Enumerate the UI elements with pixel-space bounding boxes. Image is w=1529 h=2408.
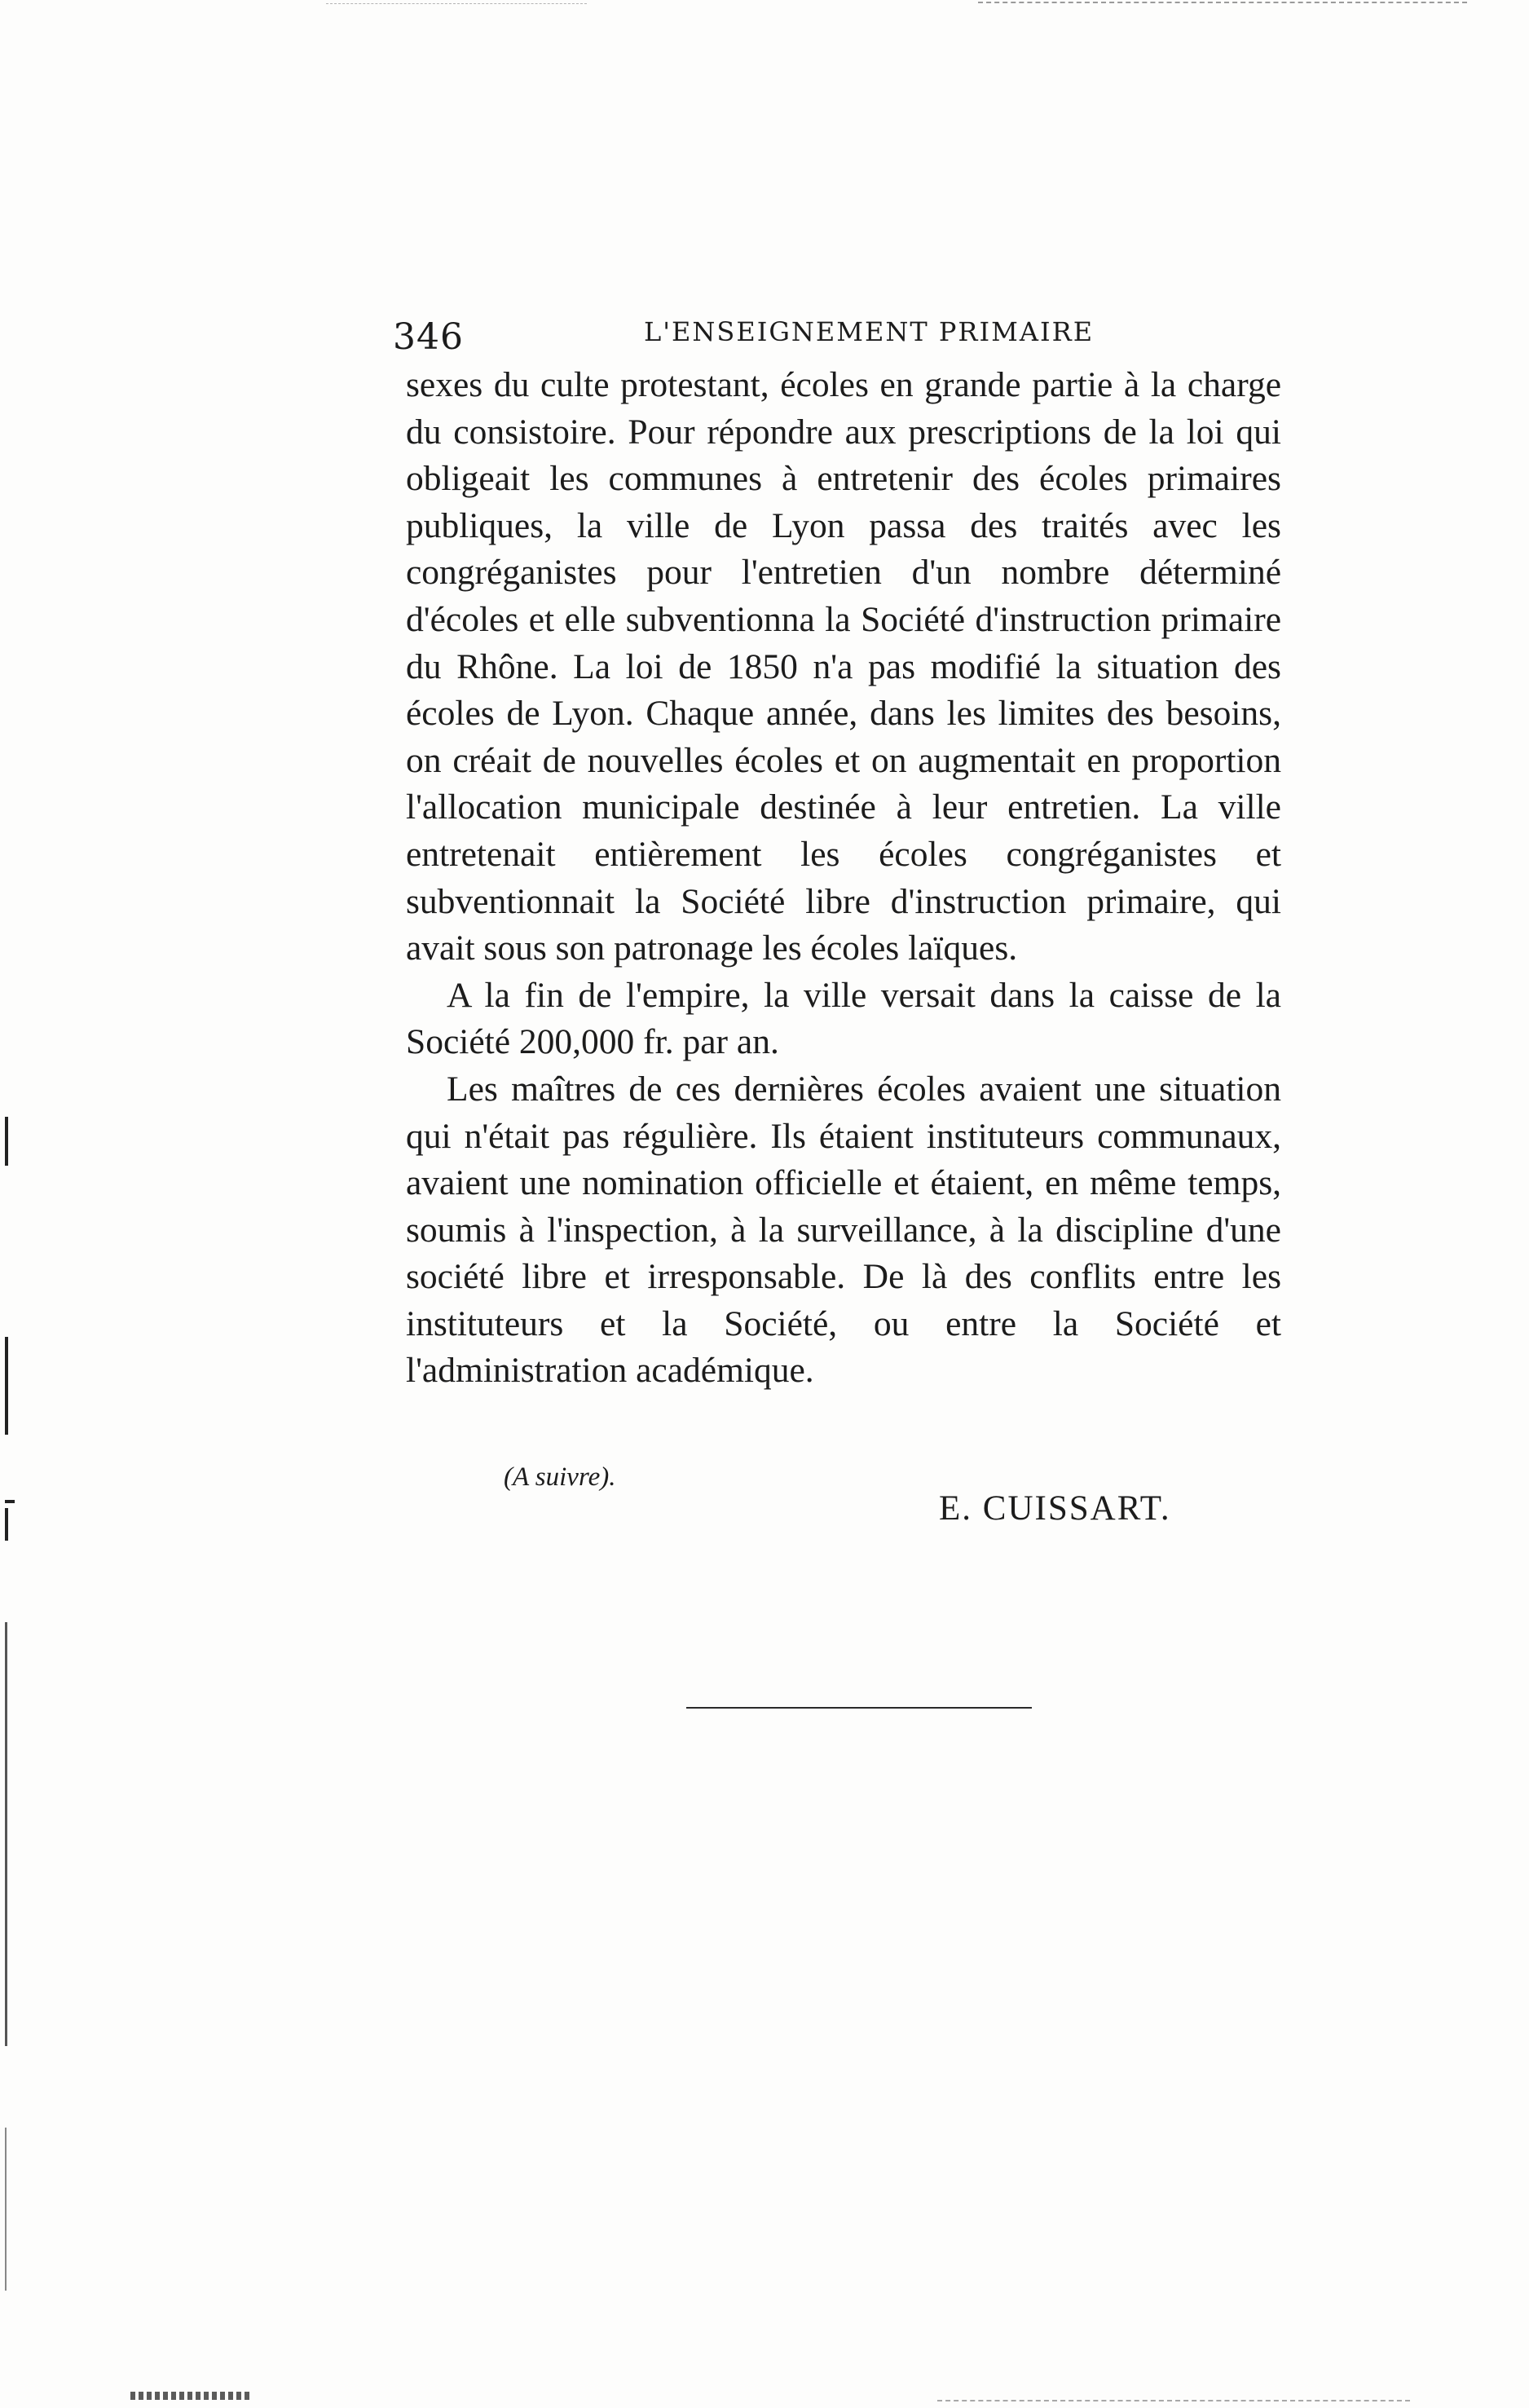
scan-artifact-margin-1 bbox=[5, 1117, 8, 1166]
paragraph-2: A la fin de l'empire, la ville versait dans la caisse de la Société 200,000 fr. par an. bbox=[406, 975, 1281, 1062]
paragraph-1: sexes du culte protestant, écoles en grande partie à la charge du consistoire. Pour répondre aux prescriptions de la loi qui obligeait les communes à entretenir des écoles primaires publiques, la ville de Lyon passa des traités avec les congréganistes pour l'entretien d'un nombre déterminé d'écoles et elle subventionna la Société d'instruction primaire du Rhône. La loi de 1850 n'a pas modifié la situation des écoles de Lyon. Chaque année, dans les limites des besoins, on créait de nouvelles écoles et on augmentait en proportion l'allocation municipale destinée à leur entretien. La ville entretenait entièrement les écoles congréganistes et subventionnait la Société libre d'instruction primaire, qui avait sous son patronage les écoles laïques. bbox=[406, 365, 1281, 968]
scan-artifact-bottom-left bbox=[130, 2392, 253, 2400]
end-rule bbox=[686, 1707, 1032, 1709]
paragraph-3: Les maîtres de ces dernières écoles avaient une situation qui n'était pas régulière. Ils étaient instituteurs communaux, avaient une nomination officielle et étaient, en même temps, soumis à l'inspection, à la surveillance, à la discipline d'une société libre et irresponsable. De là des conflits entre les instituteurs et la Société, ou entre la Société et l'administration académique. bbox=[406, 1069, 1281, 1391]
scan-artifact-margin-5 bbox=[5, 1622, 7, 2046]
scan-artifact-margin-6 bbox=[5, 2128, 7, 2291]
running-head: L'ENSEIGNEMENT PRIMAIRE bbox=[644, 316, 1095, 347]
page-number: 346 bbox=[393, 316, 464, 358]
scan-artifact-top-right bbox=[978, 2, 1467, 3]
scan-artifact-bottom-right bbox=[937, 2400, 1410, 2401]
scan-artifact-margin-3 bbox=[5, 1500, 15, 1503]
article-body bbox=[406, 362, 1281, 1395]
scan-artifact-margin-4 bbox=[5, 1508, 8, 1541]
scan-artifact-top-left bbox=[326, 3, 587, 4]
continuation-note: (A suivre). bbox=[504, 1462, 616, 1492]
scan-artifact-margin-2 bbox=[5, 1337, 8, 1435]
author-signature: E. CUISSART. bbox=[939, 1489, 1171, 1528]
